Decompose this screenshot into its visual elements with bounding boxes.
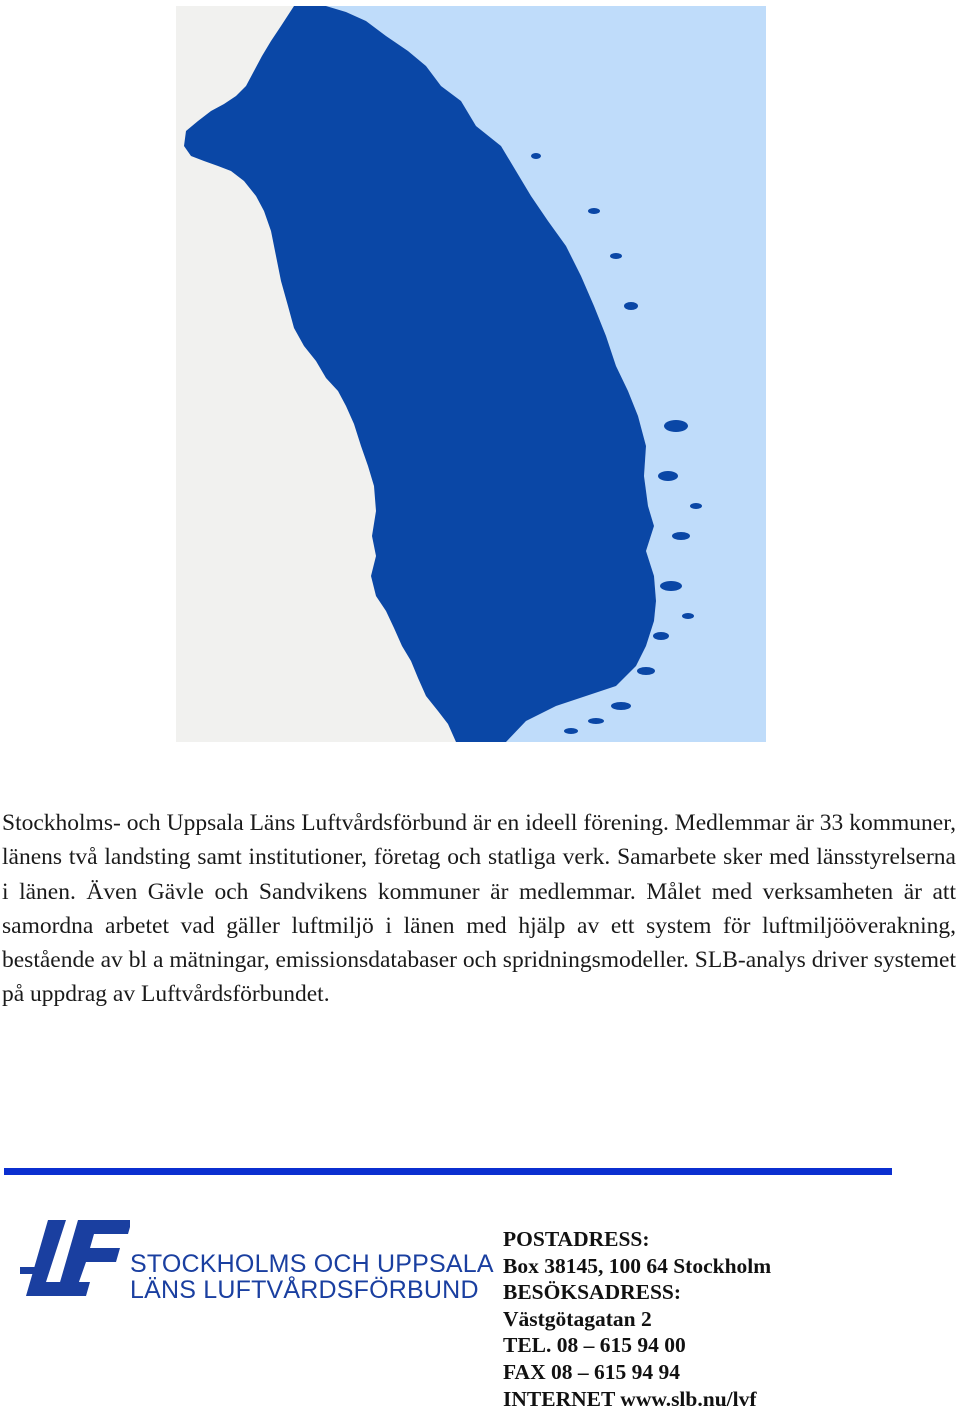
lf-logo-mark [20,1212,130,1304]
fax: FAX 08 – 615 94 94 [503,1359,680,1384]
logo-text-line2: LÄNS LUFTVÅRDSFÖRBUND [130,1276,479,1304]
logo-text-line1: STOCKHOLMS OCH UPPSALA [130,1250,494,1278]
postal-address-label: POSTADRESS: [503,1227,650,1251]
description-paragraph: Stockholms- och Uppsala Läns Luftvårdsförbund är en ideell förening. Medlemmar är 33 kommuner, länens två landsting samt institutioner, företag och statliga verk. Samarbete sker med länsstyrelserna i länen. Även Gävle och Sandvikens kommuner är medlemmar. Målet med verksamheten är att samordna arbetet vad gäller luftmiljö i länen med hjälp av ett system för luftmiljööverakning, bestående av bl a mätningar, emissionsdatabaser och spridningsmodeller. SLB-analys driver systemet på uppdrag av Luftvårdsförbundet. [2,810,956,1008]
internet-address: INTERNET www.slb.nu/lvf [503,1386,757,1411]
telephone: TEL. 08 – 615 94 00 [503,1333,686,1358]
region-map-graphic [176,6,766,742]
region-map [176,6,766,742]
visiting-address-value: Västgötagatan 2 [503,1306,652,1331]
postal-address-value: Box 38145, 100 64 Stockholm [503,1253,772,1278]
divider-rule [4,1168,892,1175]
visiting-address-label: BESÖKSADRESS: [503,1280,682,1305]
organization-logo [20,1212,494,1304]
contact-address-block [503,1226,771,1412]
